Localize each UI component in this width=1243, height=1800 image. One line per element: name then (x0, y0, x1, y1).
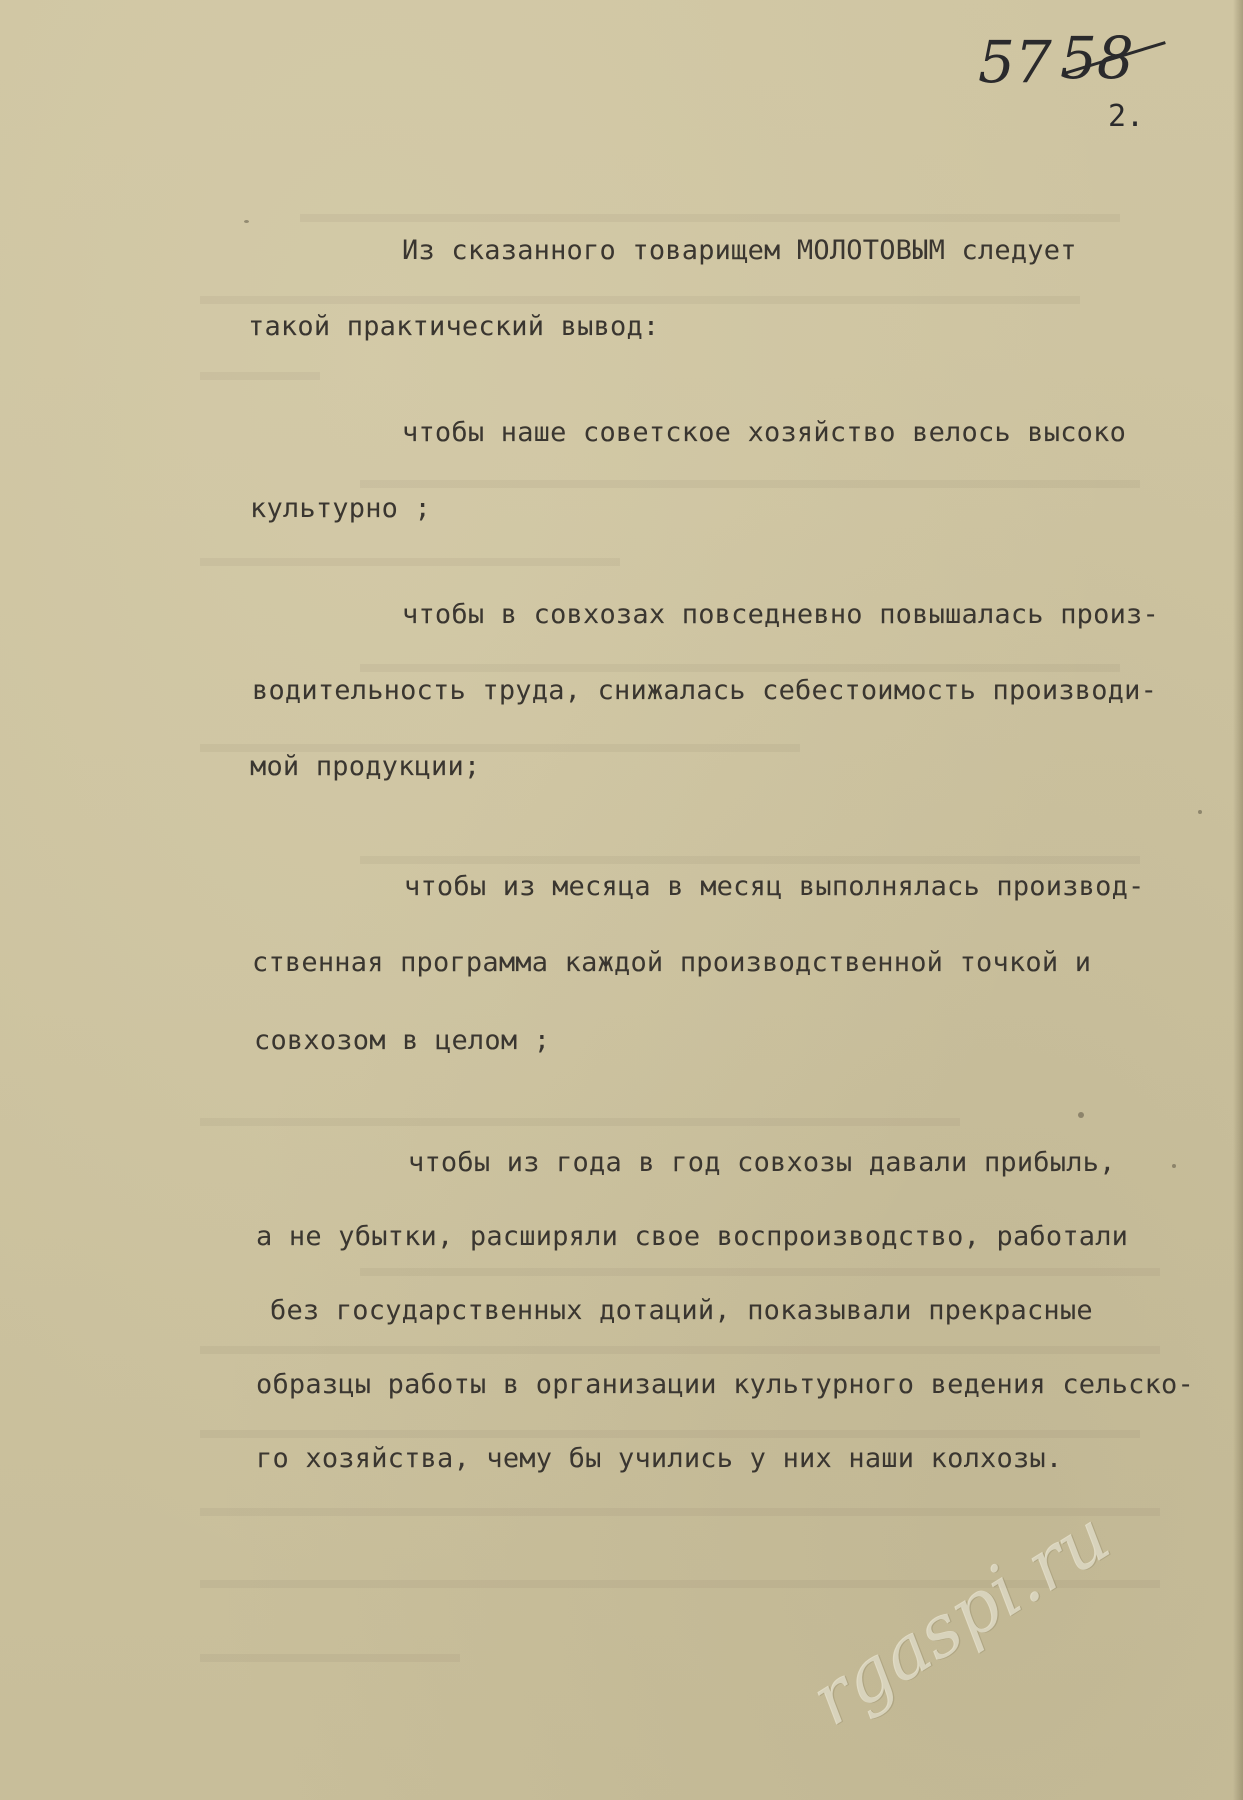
text-line: без государственных дотаций, показывали прекрасные (270, 1295, 1093, 1326)
paper-speck (1172, 1164, 1176, 1168)
text-line: чтобы в совхозах повседневно повышалась произ- (402, 599, 1159, 630)
text-line: водительность труда, снижалась себестоимость производи- (252, 675, 1158, 706)
folio-number: 57 (978, 28, 1052, 96)
bleed-through-line (200, 1118, 960, 1126)
bleed-through-line (200, 1430, 1140, 1438)
text-line: а не убытки, расширяли свое воспроизводство, работали (256, 1221, 1129, 1252)
text-line: мой продукции; (250, 751, 481, 782)
bleed-through-line (200, 296, 1080, 304)
text-line: Из сказанного товарищем МОЛОТОВЫМ следует (402, 235, 1077, 266)
text-line: чтобы наше советское хозяйство велось высоко (402, 417, 1127, 448)
bleed-through-line (300, 214, 1120, 222)
text-line: чтобы из года в год совхозы давали прибыль, (408, 1147, 1116, 1178)
text-line: ственная программа каждой производственной точкой и (252, 947, 1092, 978)
paper-speck (244, 220, 249, 223)
bleed-through-line (360, 856, 1140, 864)
bleed-through-line (200, 1346, 1160, 1354)
bleed-through-line (200, 558, 620, 566)
archive-watermark: rgaspi.ru (796, 1493, 1124, 1742)
bleed-through-line (360, 664, 1120, 672)
text-line: совхозом в целом ; (254, 1025, 551, 1056)
text-line: го хозяйства, чему бы учились у них наши колхозы. (256, 1443, 1063, 1474)
folio-number-struck: 58 (1060, 24, 1134, 92)
text-line: образцы работы в организации культурного ведения сельско- (256, 1369, 1194, 1400)
bleed-through-line (360, 1268, 1160, 1276)
text-line: культурно ; (250, 493, 432, 524)
text-line: такой практический вывод: (248, 311, 660, 342)
bleed-through-line (360, 480, 1140, 488)
bleed-through-line (200, 1508, 1160, 1516)
bleed-through-line (200, 1654, 460, 1662)
page-number: 2. (1108, 99, 1145, 134)
paper-speck (1198, 810, 1202, 814)
text-line: чтобы из месяца в месяц выполнялась производ- (404, 871, 1145, 902)
paper-speck (1078, 1112, 1084, 1118)
bleed-through-line (200, 372, 320, 380)
page-edge-shadow (1233, 0, 1243, 1800)
